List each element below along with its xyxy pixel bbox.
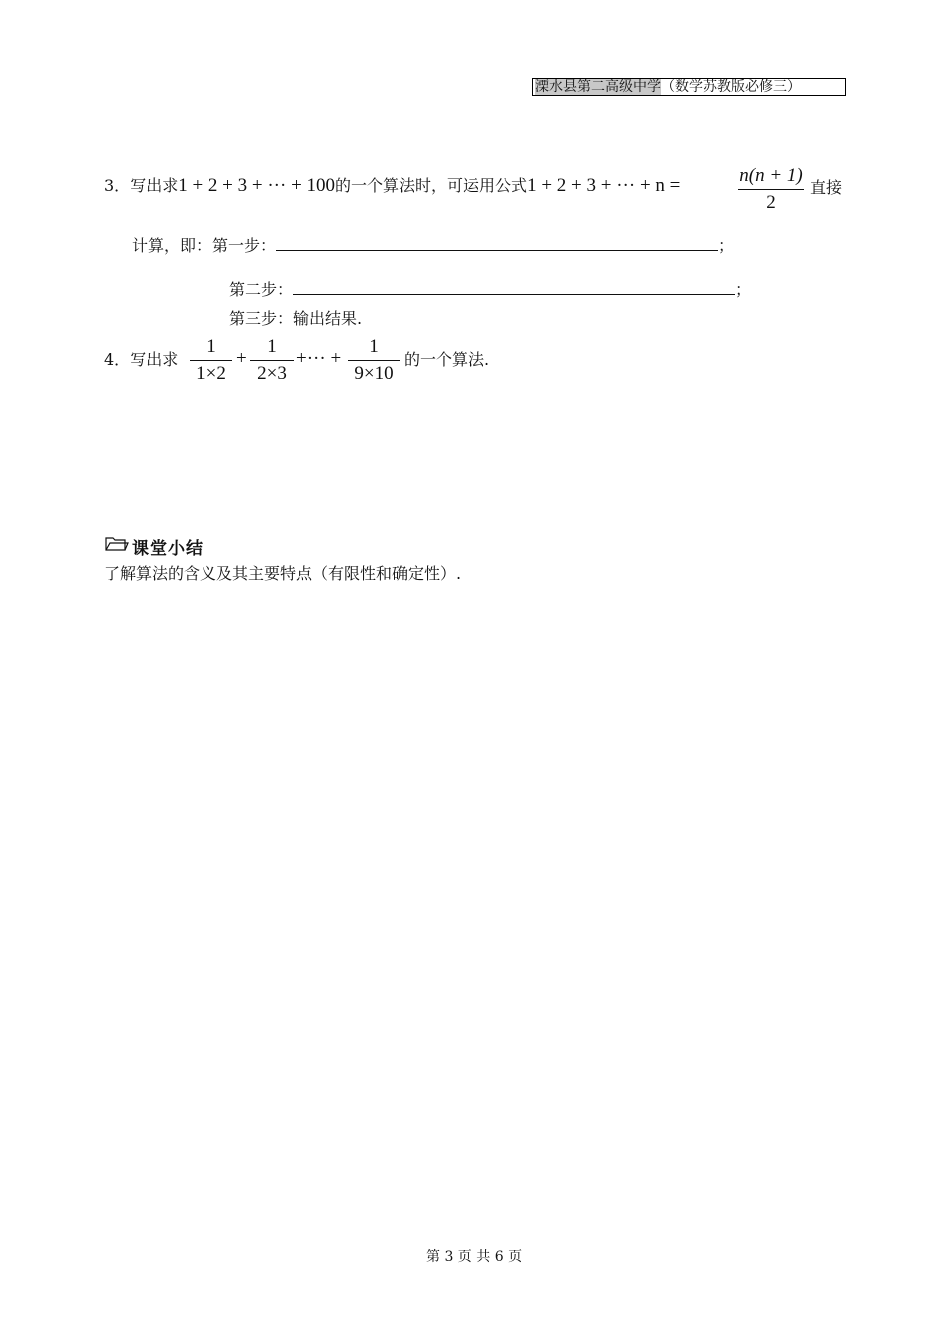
summary-title: 课堂小结 [132, 539, 204, 559]
page-header [532, 78, 846, 96]
question-3-text-c: 直接 [810, 178, 843, 197]
question-4-text-a: 写出求 [130, 350, 179, 369]
question-4-plus: + [236, 348, 247, 369]
step-1-blank[interactable] [276, 236, 718, 251]
fraction-3-bar [348, 360, 400, 361]
question-3-sum: 1 + 2 + 3 + ··· + 100 [178, 175, 336, 196]
question-4-fraction-2 [250, 336, 294, 385]
question-3-step-1 [132, 236, 734, 256]
step-2-semicolon: ； [735, 280, 752, 299]
question-4-text-b: 的一个算法. [404, 350, 490, 369]
step-2-blank[interactable] [293, 280, 735, 295]
question-4-number: 4． [104, 350, 131, 369]
fraction-bar [738, 189, 804, 190]
question-3-step-3: 第三步：输出结果. [229, 309, 363, 328]
fraction-2-denominator: 2×3 [257, 363, 287, 384]
fraction-3-denominator: 9×10 [354, 363, 394, 384]
question-4-fraction-1 [190, 336, 232, 385]
fraction-denominator: 2 [766, 192, 776, 213]
fraction-1-numerator: 1 [206, 336, 216, 357]
step-1-label: 计算，即：第一步： [132, 236, 277, 255]
question-3-formula-lhs: 1 + 2 + 3 + ··· + n = [527, 175, 681, 196]
summary-text: 了解算法的含义及其主要特点（有限性和确定性）. [104, 564, 462, 583]
fraction-numerator: n(n + 1) [739, 165, 803, 186]
question-3-text-b: 的一个算法时，可运用公式 [335, 176, 528, 195]
folder-icon [105, 536, 129, 552]
question-4-ellipsis: +··· + [296, 348, 342, 369]
fraction-1-bar [190, 360, 232, 361]
question-4-fraction-3 [348, 336, 400, 385]
header-school: 溧水县第二高级中学 [535, 79, 661, 95]
fraction-3-numerator: 1 [369, 336, 379, 357]
fraction-2-numerator: 1 [267, 336, 277, 357]
question-3-fraction [738, 165, 804, 214]
step-2-label: 第二步： [229, 280, 294, 299]
header-course: （数学苏教版必修三） [661, 79, 801, 95]
page-footer: 第 3 页 共 6 页 [426, 1249, 523, 1265]
question-3-line-1 [104, 176, 680, 196]
fraction-2-bar [250, 360, 294, 361]
question-3-number: 3． [104, 176, 131, 195]
question-3-text-a: 写出求 [130, 176, 179, 195]
question-4-intro [104, 350, 178, 370]
question-3-step-2 [229, 280, 751, 300]
fraction-1-denominator: 1×2 [196, 363, 226, 384]
step-1-semicolon: ； [718, 236, 735, 255]
